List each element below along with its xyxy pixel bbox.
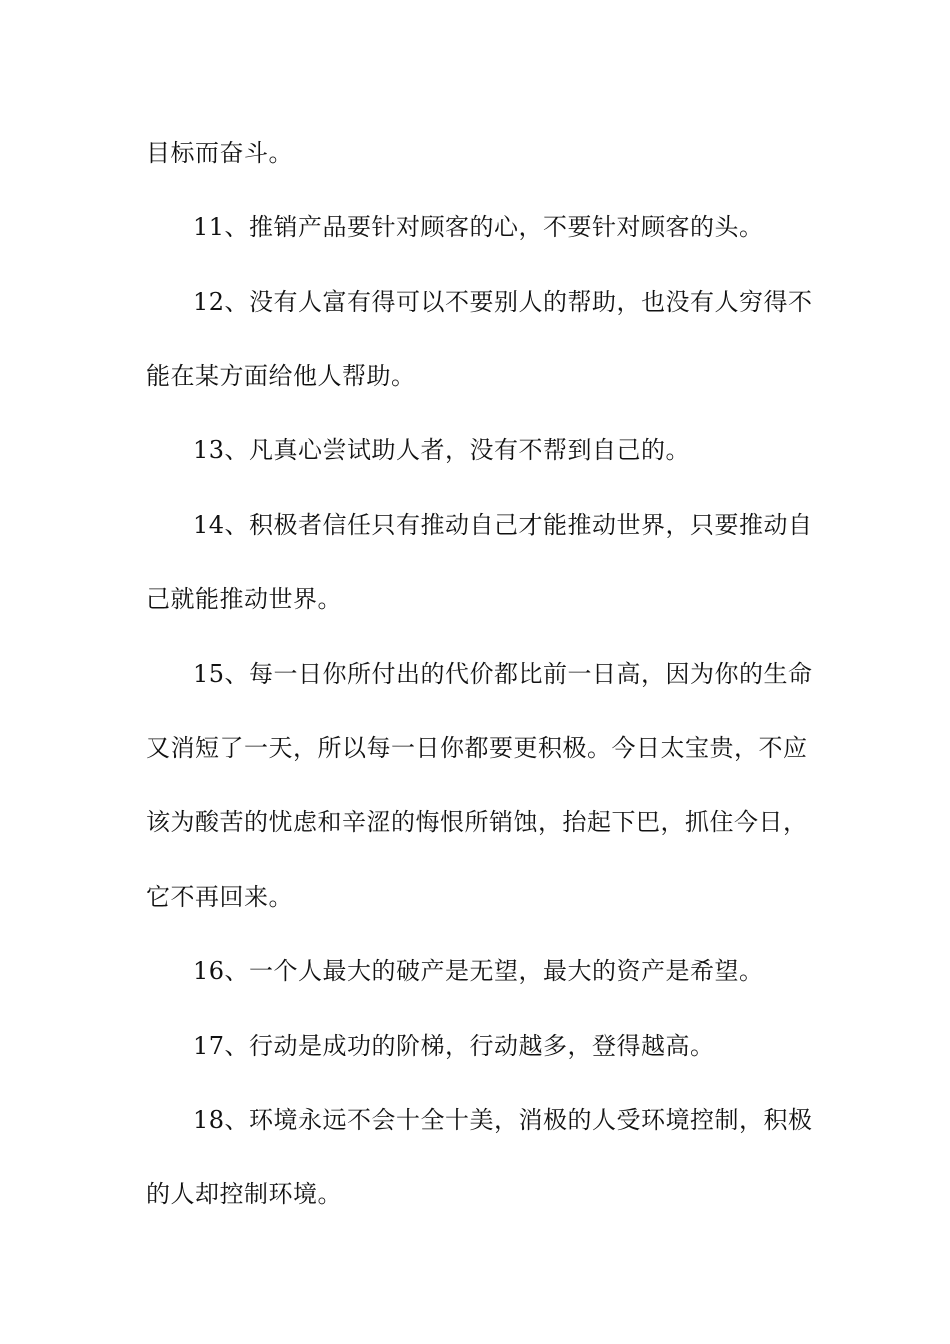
text-line: 又消短了一天，所以每一日你都要更积极。今日太宝贵，不应 [146,734,808,762]
text-line: 目标而奋斗。 [146,139,293,167]
text-line: 它不再回来。 [146,883,293,911]
text-line: 的人却控制环境。 [146,1180,342,1208]
text-line: 己就能推动世界。 [146,585,342,613]
text-line: 12、没有人富有得可以不要别人的帮助，也没有人穷得不 [193,288,813,316]
text-line: 16、一个人最大的破产是无望，最大的资产是希望。 [193,957,764,985]
text-line: 能在某方面给他人帮助。 [146,362,416,390]
text-line: 11、推销产品要针对顾客的心，不要针对顾客的头。 [193,213,764,241]
text-line: 14、积极者信任只有推动自己才能推动世界，只要推动自 [193,511,813,539]
text-line: 17、行动是成功的阶梯，行动越多，登得越高。 [193,1032,715,1060]
text-line: 15、每一日你所付出的代价都比前一日高，因为你的生命 [193,660,813,688]
text-line: 13、凡真心尝试助人者，没有不帮到自己的。 [193,436,691,464]
text-line: 18、环境永远不会十全十美，消极的人受环境控制，积极 [193,1106,813,1134]
text-line: 该为酸苦的忧虑和辛涩的悔恨所销蚀，抬起下巴，抓住今日， [146,808,808,836]
